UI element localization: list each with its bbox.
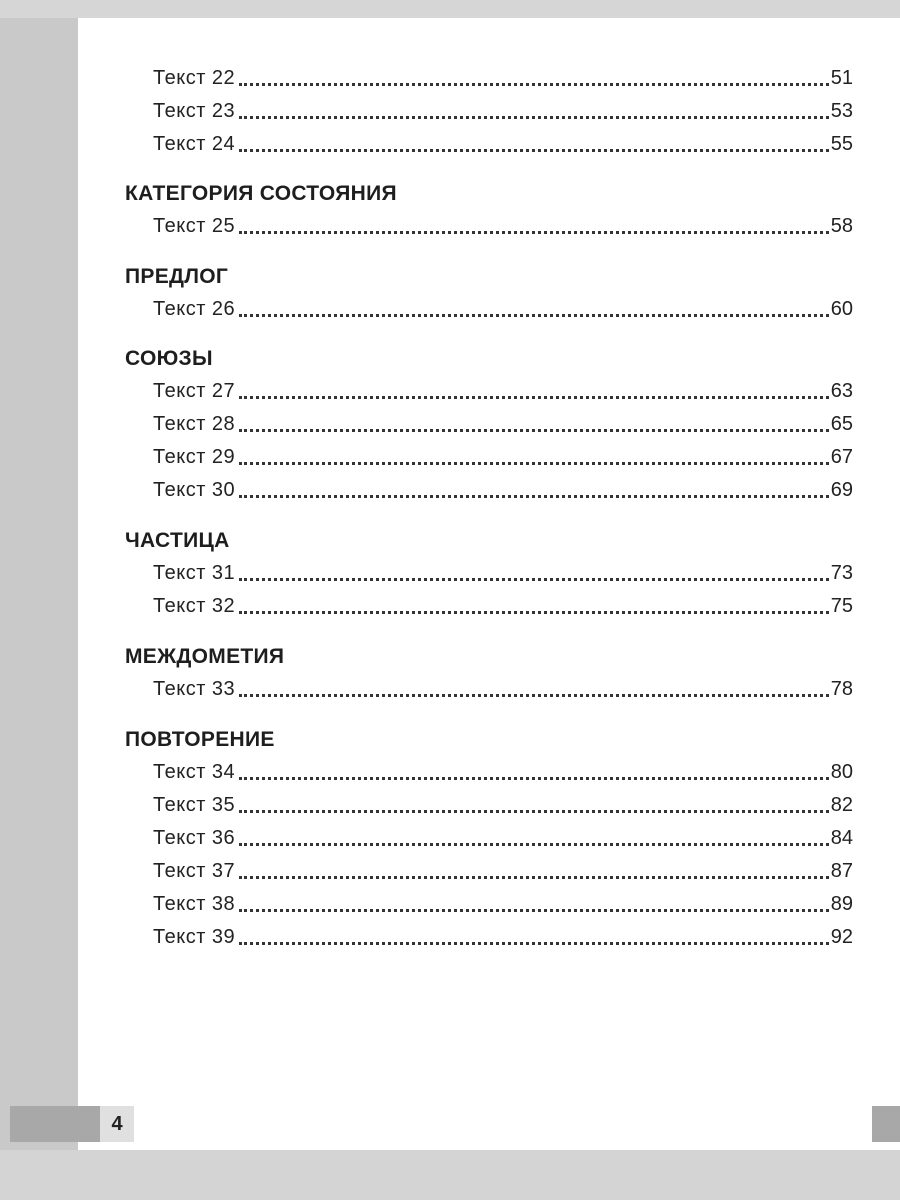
- toc-entry[interactable]: [153, 675, 853, 703]
- toc-entry[interactable]: [153, 559, 853, 587]
- page-number-bar-right: [872, 1106, 900, 1142]
- toc-entry-label: Текст 34: [153, 761, 236, 783]
- toc-entry[interactable]: [153, 758, 853, 786]
- toc-entry[interactable]: [153, 923, 853, 951]
- toc-entry-label: Текст 26: [153, 298, 236, 320]
- toc-entry-page: 73: [830, 562, 853, 584]
- toc-entry[interactable]: [153, 295, 853, 323]
- toc-entry[interactable]: [153, 212, 853, 240]
- section-heading: ЧАСТИЦА: [125, 529, 230, 552]
- dot-leader: [239, 757, 829, 780]
- section-heading: ПРЕДЛОГ: [125, 265, 229, 288]
- toc-entry-page: 80: [830, 761, 853, 783]
- section-heading: ПОВТОРЕНИЕ: [125, 728, 275, 751]
- page-number: 4: [100, 1106, 134, 1142]
- dot-leader: [239, 294, 829, 317]
- toc-entry[interactable]: [153, 97, 853, 125]
- dot-leader: [239, 129, 829, 152]
- toc-entry-page: 60: [830, 298, 853, 320]
- toc-entry-page: 84: [830, 827, 853, 849]
- toc-entry-label: Текст 27: [153, 380, 236, 402]
- toc-entry[interactable]: [153, 476, 853, 504]
- toc-entry-page: 89: [830, 893, 853, 915]
- toc-entry-page: 58: [830, 215, 853, 237]
- toc-entry-page: 53: [830, 100, 853, 122]
- dot-leader: [239, 823, 829, 846]
- dot-leader: [239, 856, 829, 879]
- toc-entry-page: 78: [830, 678, 853, 700]
- toc-entry[interactable]: [153, 857, 853, 885]
- dot-leader: [239, 922, 829, 945]
- toc-entry[interactable]: [153, 824, 853, 852]
- toc-entry-page: 63: [830, 380, 853, 402]
- section-heading: МЕЖДОМЕТИЯ: [125, 645, 285, 668]
- toc-entry-label: Текст 32: [153, 595, 236, 617]
- dot-leader: [239, 889, 829, 912]
- toc-entry-page: 82: [830, 794, 853, 816]
- toc-entry-page: 51: [830, 67, 853, 89]
- dot-leader: [239, 558, 829, 581]
- dot-leader: [239, 96, 829, 119]
- toc-entry-label: Текст 30: [153, 479, 236, 501]
- dot-leader: [239, 376, 829, 399]
- dot-leader: [239, 442, 829, 465]
- toc-entry[interactable]: [153, 130, 853, 158]
- dot-leader: [239, 475, 829, 498]
- toc-entry-label: Текст 31: [153, 562, 236, 584]
- toc-entry-label: Текст 28: [153, 413, 236, 435]
- toc-entry-page: 67: [830, 446, 853, 468]
- toc-entry-label: Текст 22: [153, 67, 236, 89]
- toc-entry-label: Текст 33: [153, 678, 236, 700]
- toc-entry[interactable]: [153, 410, 853, 438]
- toc-entry-label: Текст 29: [153, 446, 236, 468]
- toc-entry-label: Текст 35: [153, 794, 236, 816]
- toc-entry-page: 92: [830, 926, 853, 948]
- toc-entry-label: Текст 25: [153, 215, 236, 237]
- toc-entry-label: Текст 39: [153, 926, 236, 948]
- scan-bottom-margin: [0, 1150, 900, 1200]
- dot-leader: [239, 63, 829, 86]
- toc-entry-page: 55: [830, 133, 853, 155]
- dot-leader: [239, 211, 829, 234]
- dot-leader: [239, 591, 829, 614]
- toc-entry[interactable]: [153, 791, 853, 819]
- dot-leader: [239, 409, 829, 432]
- toc-entry[interactable]: [153, 377, 853, 405]
- scan-top-margin: [0, 0, 900, 18]
- toc-entry-label: Текст 23: [153, 100, 236, 122]
- section-heading: КАТЕГОРИЯ СОСТОЯНИЯ: [125, 182, 397, 205]
- toc-entry[interactable]: [153, 890, 853, 918]
- toc-entry[interactable]: [153, 64, 853, 92]
- toc-entry-page: 65: [830, 413, 853, 435]
- toc-entry-page: 87: [830, 860, 853, 882]
- toc-entry-label: Текст 24: [153, 133, 236, 155]
- toc-entry-page: 75: [830, 595, 853, 617]
- toc-entry-label: Текст 37: [153, 860, 236, 882]
- section-heading: СОЮЗЫ: [125, 347, 213, 370]
- toc-entry[interactable]: [153, 443, 853, 471]
- toc-entry-label: Текст 38: [153, 893, 236, 915]
- toc-entry[interactable]: [153, 592, 853, 620]
- dot-leader: [239, 790, 829, 813]
- toc-entry-label: Текст 36: [153, 827, 236, 849]
- toc-entry-page: 69: [830, 479, 853, 501]
- dot-leader: [239, 674, 829, 697]
